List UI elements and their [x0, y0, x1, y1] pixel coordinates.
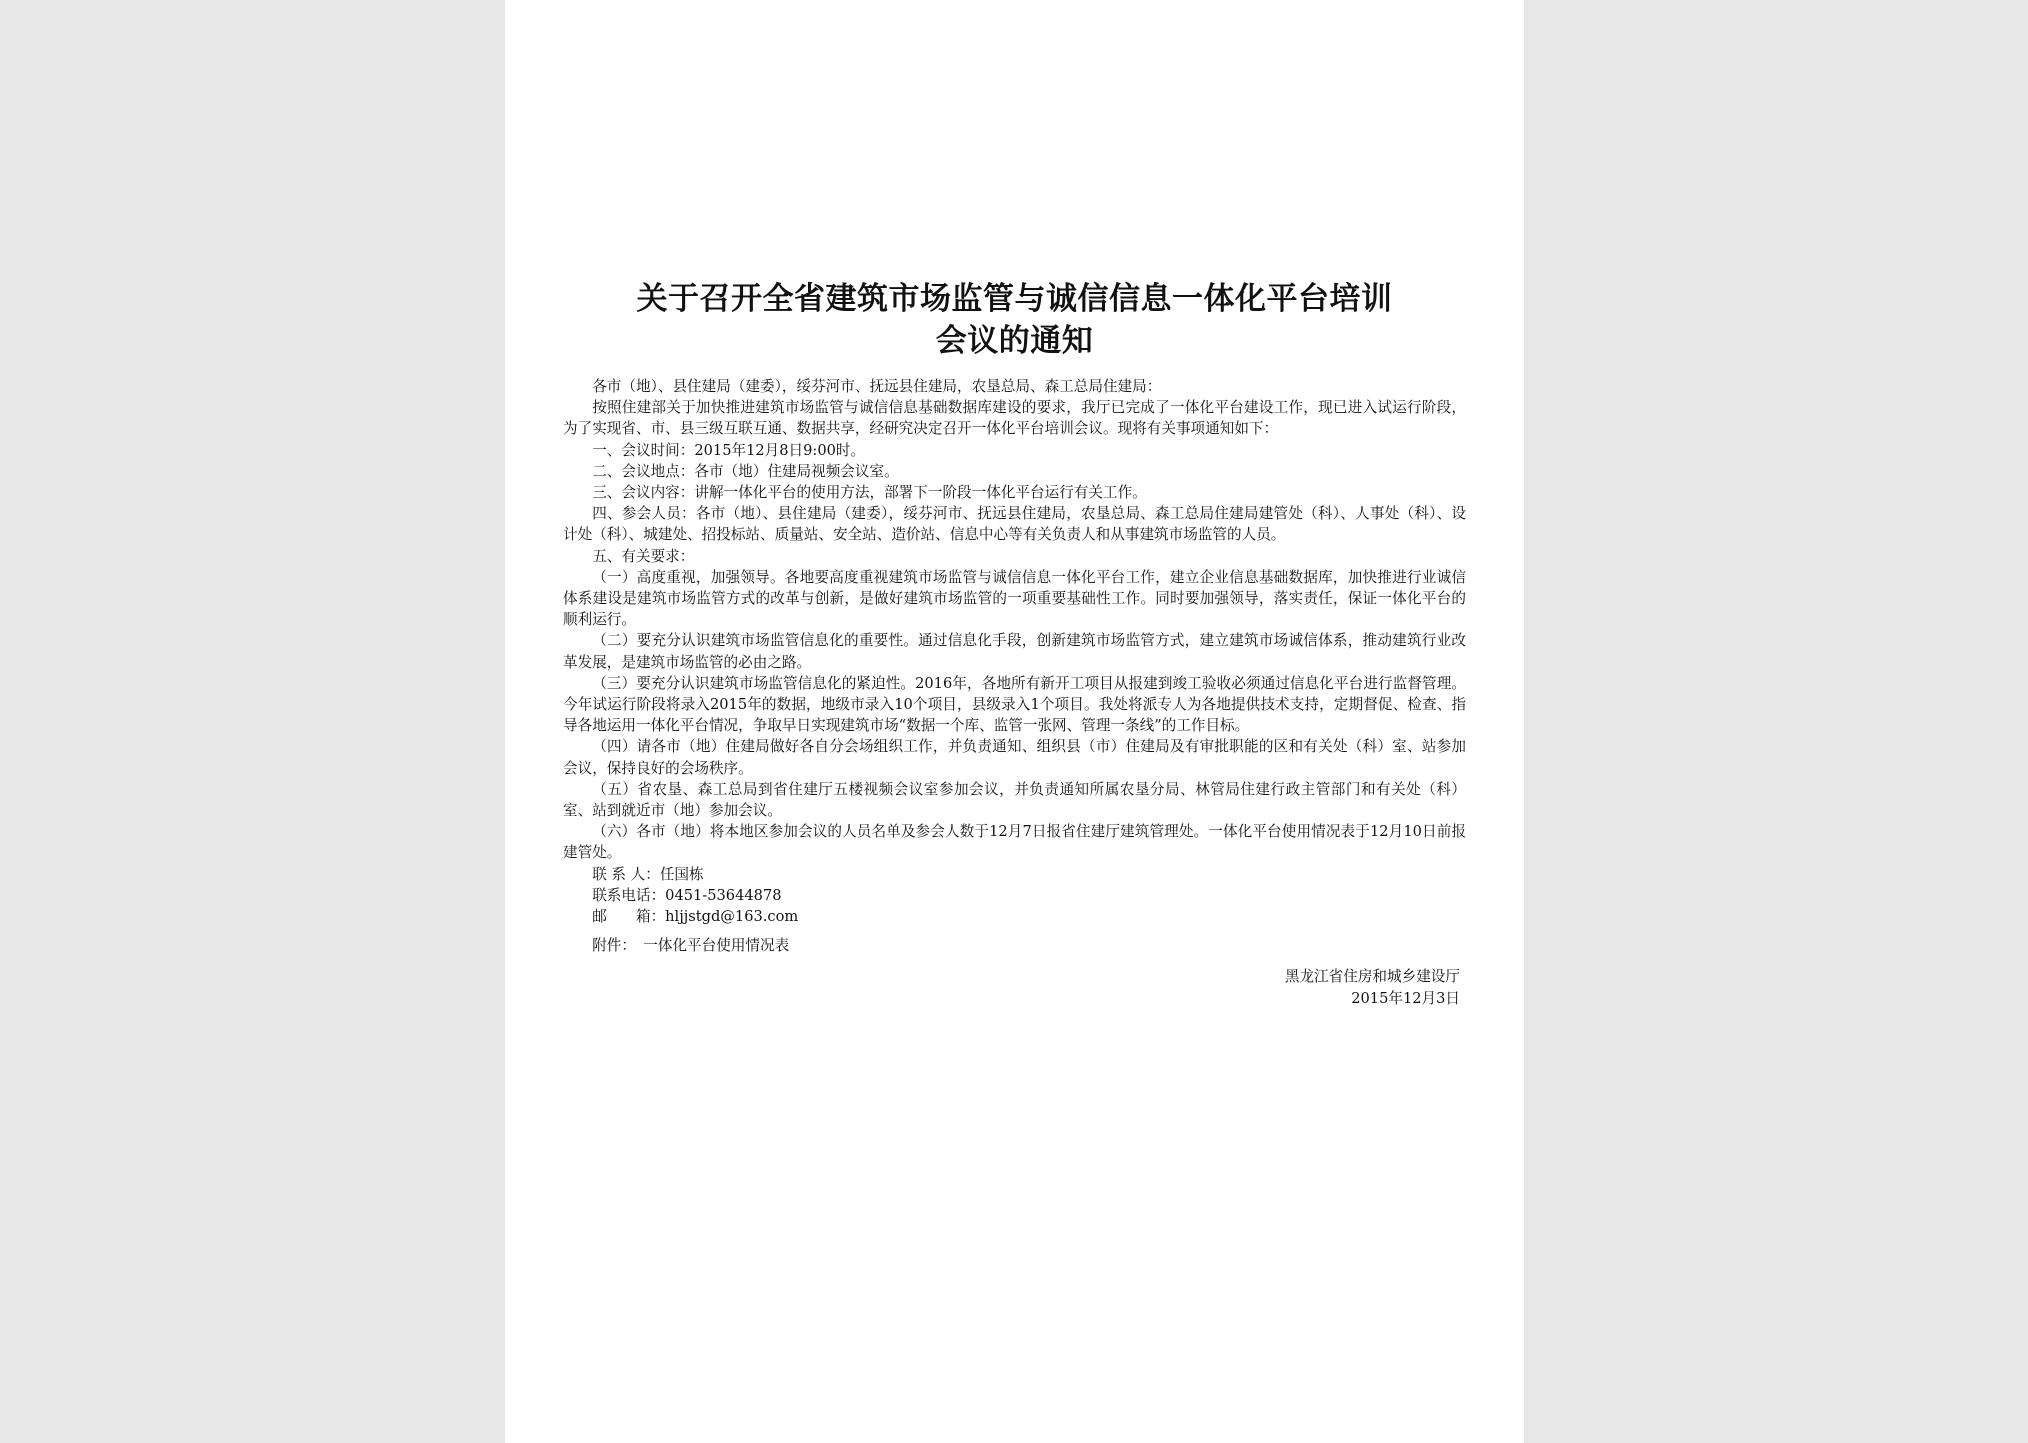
document-title — [563, 278, 1466, 362]
requirement-6: （六）各市（地）将本地区参加会议的人员名单及参会人数于12月7日报省住建厅建筑管理处。一体化平台使用情况表于12月10日前报建管处。 — [563, 823, 1466, 862]
intro-paragraph: 按照住建部关于加快推进建筑市场监管与诚信信息基础数据库建设的要求，我厅已完成了一体化平台建设工作，现已进入试运行阶段，为了实现省、市、县三级互联互通、数据共享，经研究决定召开一体化平台培训会议。现将有关事项通知如下： — [563, 399, 1466, 438]
contact-phone: 联系电话：0451-53644878 — [592, 886, 782, 904]
document-body — [563, 376, 1466, 1009]
item-requirements-heading: 五、有关要求： — [592, 547, 695, 565]
document-page — [505, 0, 1524, 1443]
issue-date: 2015年12月3日 — [1351, 989, 1460, 1007]
salutation: 各市（地）、县住建局（建委），绥芬河市、抚远县住建局，农垦总局、森工总局住建局： — [592, 378, 1162, 395]
issuer: 黑龙江省住房和城乡建设厅 — [1284, 968, 1460, 986]
document-content — [563, 278, 1466, 1009]
contact-email: 邮 箱：hljjstgd@163.com — [592, 908, 799, 926]
requirement-4: （四）请各市（地）住建局做好各自分会场组织工作，并负责通知、组织县（市）住建局及有审批职能的区和有关处（科）室、站参加会议，保持良好的会场秩序。 — [563, 738, 1466, 777]
contact-person: 联 系 人：任国栋 — [592, 865, 704, 883]
requirement-3: （三）要充分认识建筑市场监管信息化的紧迫性。2016年，各地所有新开工项目从报建到竣工验收必须通过信息化平台进行监督管理。今年试运行阶段将录入2015年的数据，地级市录入10个项目，县级录入1个项目。我处将派专人为各地提供技术支持，定期督促、检查、指导各地运用一体化平台情况，争取早日实现建筑市场“数据一个库、监管一张网、管理一条线”的工作目标。 — [563, 674, 1466, 735]
requirement-5: （五）省农垦、森工总局到省住建厅五楼视频会议室参加会议，并负责通知所属农垦分局、林管局住建行政主管部门和有关处（科）室、站到就近市（地）参加会议。 — [563, 780, 1466, 820]
item-attendees: 四、参会人员：各市（地）、县住建局（建委），绥芬河市、抚远县住建局，农垦总局、森工总局住建局建管处（科）、人事处（科）、设计处（科）、城建处、招投标站、质量站、安全站、造价站、信息中心等有关负责人和从事建筑市场监管的人员。 — [563, 505, 1466, 544]
item-location: 二、会议地点：各市（地）住建局视频会议室。 — [592, 462, 899, 480]
item-content: 三、会议内容：讲解一体化平台的使用方法，部署下一阶段一体化平台运行有关工作。 — [592, 484, 1147, 502]
item-time: 一、会议时间：2015年12月8日9:00时。 — [592, 441, 866, 459]
attachment-note: 附件： 一体化平台使用情况表 — [592, 937, 790, 955]
title-line-1: 关于召开全省建筑市场监管与诚信信息一体化平台培训 — [636, 281, 1393, 317]
requirement-2: （二）要充分认识建筑市场监管信息化的重要性。通过信息化手段，创新建筑市场监管方式，建立建筑市场诚信体系，推动建筑行业改革发展，是建筑市场监管的必由之路。 — [563, 632, 1466, 671]
title-line-2: 会议的通知 — [935, 323, 1094, 359]
requirement-1: （一）高度重视，加强领导。各地要高度重视建筑市场监管与诚信信息一体化平台工作，建立企业信息基础数据库，加快推进行业诚信体系建设是建筑市场监管方式的改革与创新，是做好建筑市场监管的一项重要基础性工作。同时要加强领导，落实责任，保证一体化平台的顺利运行。 — [563, 568, 1466, 629]
